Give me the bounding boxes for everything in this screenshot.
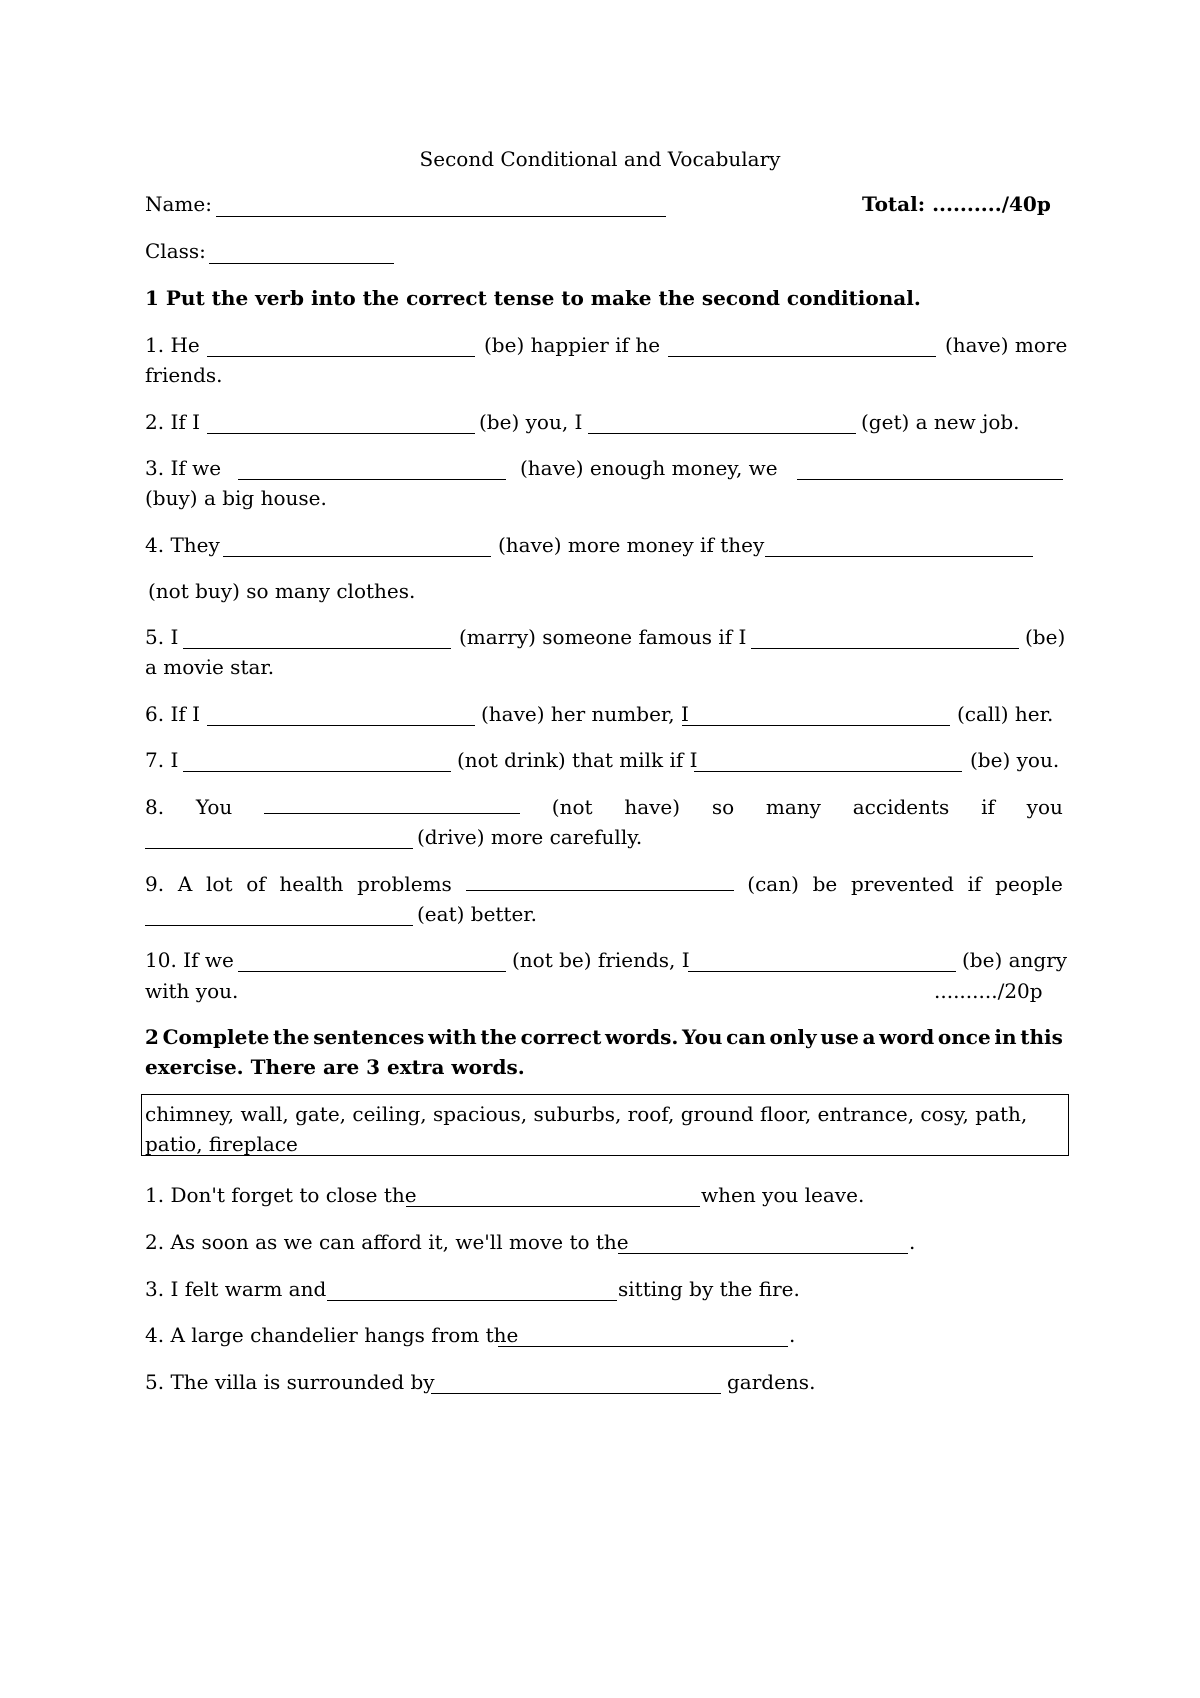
- answer-blank[interactable]: [327, 1300, 617, 1301]
- s2-item-5: 5. The villa is surrounded by gardens.: [145, 1370, 816, 1394]
- s1-item-10: 10. If we (not be) friends, I (be) angry: [145, 948, 1068, 972]
- answer-blank[interactable]: [183, 648, 451, 649]
- s2-item-3: 3. I felt warm and sitting by the fire.: [145, 1277, 800, 1301]
- word-bank-box: [141, 1094, 1069, 1156]
- s1-item-2: 2. If I (be) you, I (get) a new job.: [145, 410, 1020, 434]
- answer-blank[interactable]: [682, 725, 950, 726]
- s1-item-3: 3. If we (have) enough money, we: [145, 455, 1063, 481]
- answer-blank[interactable]: [588, 433, 856, 434]
- answer-blank[interactable]: [694, 771, 962, 772]
- section2-heading-line1: 2 Complete the sentences with the correct words. You can only use a word once in this: [145, 1025, 1063, 1049]
- s2-item-1: 1. Don't forget to close the when you leave.: [145, 1183, 865, 1207]
- s2-item-4: 4. A large chandelier hangs from the .: [145, 1323, 796, 1347]
- s1-item-1-cont: friends.: [145, 363, 223, 387]
- class-blank[interactable]: [209, 263, 394, 264]
- s1-item-5: 5. I (marry) someone famous if I (be): [145, 625, 1066, 649]
- s1-item-6: 6. If I (have) her number, I (call) her.: [145, 702, 1054, 726]
- answer-blank[interactable]: [264, 793, 520, 814]
- answer-blank[interactable]: [618, 1253, 908, 1254]
- answer-blank[interactable]: [498, 1346, 788, 1347]
- answer-blank[interactable]: [406, 1206, 700, 1207]
- answer-blank[interactable]: [688, 971, 956, 972]
- answer-blank[interactable]: [183, 771, 451, 772]
- answer-blank[interactable]: [466, 870, 734, 891]
- s1-item-8-cont: (drive) more carefully.: [145, 824, 1063, 850]
- answer-blank[interactable]: [797, 479, 1063, 480]
- s1-item-4: 4. They (have) more money if they: [145, 532, 1063, 558]
- s1-item-4-cont: (not buy) so many clothes.: [148, 579, 416, 603]
- answer-blank[interactable]: [207, 356, 475, 357]
- answer-blank[interactable]: [207, 433, 475, 434]
- s1-item-7: 7. I (not drink) that milk if I (be) you.: [145, 748, 1060, 772]
- s1-item-10-cont: with you.: [145, 979, 239, 1003]
- section1-heading: 1 Put the verb into the correct tense to make the second conditional.: [145, 286, 921, 310]
- answer-blank[interactable]: [668, 356, 936, 357]
- class-label: Class:: [145, 239, 206, 263]
- section1-score: ........../20p: [934, 979, 1043, 1003]
- s2-item-2: 2. As soon as we can afford it, we'll move to the .: [145, 1230, 916, 1254]
- total-score: Total: ........../40p: [862, 192, 1051, 216]
- name-blank[interactable]: [216, 216, 666, 217]
- answer-blank[interactable]: [751, 648, 1019, 649]
- page-title: Second Conditional and Vocabulary: [419, 147, 781, 171]
- answer-blank[interactable]: [765, 556, 1033, 557]
- answer-blank[interactable]: [145, 925, 413, 926]
- name-label: Name:: [145, 192, 212, 216]
- s1-item-1: 1. He (be) happier if he (have) more: [145, 333, 1068, 357]
- answer-blank[interactable]: [207, 725, 475, 726]
- answer-blank[interactable]: [238, 479, 506, 480]
- answer-blank[interactable]: [145, 848, 413, 849]
- answer-blank[interactable]: [238, 971, 506, 972]
- s1-item-9: 9. A lot of health problems (can) be prevented if people: [145, 872, 1063, 896]
- s1-item-8: 8. You (not have) so many accidents if you: [145, 795, 1063, 819]
- s1-item-3-cont: (buy) a big house.: [145, 486, 327, 510]
- answer-blank[interactable]: [431, 1393, 721, 1394]
- s1-item-9-cont: (eat) better.: [145, 901, 1063, 927]
- word-bank: chimney, wall, gate, ceiling, spacious, suburbs, roof, ground floor, entrance, cosy, path, patio, fireplace: [145, 1102, 1028, 1156]
- s1-item-5-cont: a movie star.: [145, 655, 275, 679]
- section2-heading-line2: exercise. There are 3 extra words.: [145, 1055, 525, 1079]
- answer-blank[interactable]: [223, 556, 491, 557]
